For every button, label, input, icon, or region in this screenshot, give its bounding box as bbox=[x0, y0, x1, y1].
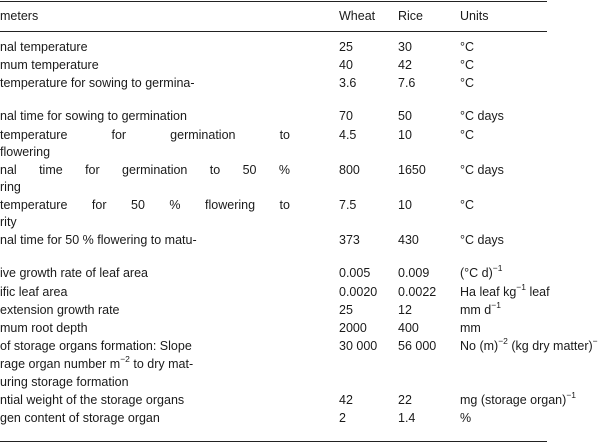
units-tail: leaf bbox=[525, 285, 550, 299]
bottom-rule bbox=[0, 441, 547, 442]
units-superscript: − bbox=[592, 335, 598, 346]
units-superscript: −1 bbox=[491, 299, 501, 310]
units-value bbox=[460, 57, 474, 73]
parameter-text-continued bbox=[0, 353, 290, 374]
rice-value: 10 bbox=[398, 128, 412, 142]
rice-value: 0.0022 bbox=[398, 285, 437, 299]
header-wheat: Wheat bbox=[339, 9, 376, 23]
parameter-cell: temperature for sowing to germina- bbox=[0, 76, 195, 90]
parameter-text-continued: ring bbox=[0, 180, 21, 194]
wheat-value: 25 bbox=[339, 40, 353, 54]
units-superscript: −1 bbox=[566, 389, 577, 400]
units-tail: (kg dry matter) bbox=[507, 339, 593, 353]
rice-value: 42 bbox=[398, 58, 412, 72]
wheat-value: 0.005 bbox=[339, 266, 371, 280]
units-value bbox=[460, 197, 474, 213]
wheat-value: 25 bbox=[339, 303, 353, 317]
parameter-text-continued: flowering bbox=[0, 145, 51, 159]
parameter-cell bbox=[0, 162, 290, 195]
units-text: °C days bbox=[460, 233, 504, 247]
units-text: °C days bbox=[460, 109, 504, 123]
header-rule bbox=[0, 31, 547, 32]
wheat-value: 800 bbox=[339, 163, 360, 177]
rice-value: 430 bbox=[398, 233, 419, 247]
rice-value: 7.6 bbox=[398, 76, 416, 90]
parameter-text: temperature for germination to bbox=[0, 128, 290, 142]
units-value bbox=[460, 75, 474, 91]
wheat-value: 30 000 bbox=[339, 339, 378, 353]
units-text: mg (storage organ) bbox=[460, 393, 567, 407]
parameter-cell: mum temperature bbox=[0, 58, 99, 72]
wheat-value: 2 bbox=[339, 411, 346, 425]
units-value bbox=[460, 108, 504, 124]
units-value bbox=[460, 232, 504, 248]
parameter-cell: nal temperature bbox=[0, 40, 88, 54]
parameter-cell: nal time for 50 % flowering to matu- bbox=[0, 233, 197, 247]
parameter-cell: ive growth rate of leaf area bbox=[0, 266, 148, 280]
top-rule bbox=[0, 1, 547, 2]
units-value bbox=[460, 410, 471, 426]
units-value bbox=[460, 39, 474, 55]
rice-value: 12 bbox=[398, 303, 412, 317]
units-text: Ha leaf kg bbox=[460, 285, 517, 299]
parameter-text-continued: uring storage formation bbox=[0, 375, 129, 389]
parameter-text: temperature for 50 % flowering to bbox=[0, 198, 290, 212]
units-value bbox=[460, 299, 501, 318]
units-superscript: −1 bbox=[492, 262, 503, 273]
units-value bbox=[460, 281, 550, 300]
rice-value: 1650 bbox=[398, 163, 426, 177]
units-value bbox=[460, 162, 504, 178]
units-value bbox=[460, 335, 598, 354]
rice-value: 50 bbox=[398, 109, 412, 123]
wheat-value: 70 bbox=[339, 109, 353, 123]
units-text: °C days bbox=[460, 163, 504, 177]
rice-value: 0.009 bbox=[398, 266, 430, 280]
parameter-cell: extension growth rate bbox=[0, 303, 120, 317]
wheat-value: 7.5 bbox=[339, 198, 357, 212]
units-text: No (m) bbox=[460, 339, 499, 353]
units-value bbox=[460, 320, 481, 336]
header-rice: Rice bbox=[398, 9, 424, 23]
rice-value: 30 bbox=[398, 40, 412, 54]
rice-value: 22 bbox=[398, 393, 412, 407]
units-value bbox=[460, 389, 577, 408]
units-text: °C bbox=[460, 198, 475, 212]
units-text: °C bbox=[460, 58, 475, 72]
wheat-value: 373 bbox=[339, 233, 360, 247]
parameter-cell bbox=[0, 197, 290, 230]
rice-value: 56 000 bbox=[398, 339, 437, 353]
units-text: mm bbox=[460, 321, 481, 335]
units-text: °C bbox=[460, 128, 475, 142]
units-text: % bbox=[460, 411, 472, 425]
wheat-value: 3.6 bbox=[339, 76, 357, 90]
parameter-cell: ific leaf area bbox=[0, 285, 68, 299]
units-superscript: −1 bbox=[516, 281, 526, 292]
wheat-value: 2000 bbox=[339, 321, 367, 335]
units-text: mm d bbox=[460, 303, 492, 317]
parameter-text: nal time for germination to 50 % bbox=[0, 163, 290, 177]
parameter-cell: gen content of storage organ bbox=[0, 411, 160, 425]
units-value bbox=[460, 262, 503, 281]
parameter-superscript: −2 bbox=[120, 353, 130, 364]
rice-value: 10 bbox=[398, 198, 412, 212]
parameter-text-continued: rity bbox=[0, 215, 17, 229]
units-superscript: −2 bbox=[498, 335, 508, 346]
units-text: °C bbox=[460, 76, 475, 90]
wheat-value: 4.5 bbox=[339, 128, 357, 142]
parameter-cell: mum root depth bbox=[0, 321, 88, 335]
rice-value: 1.4 bbox=[398, 411, 416, 425]
parameter-cell bbox=[0, 127, 290, 160]
parameter-text-tail: to dry mat- bbox=[129, 357, 194, 371]
units-text: °C bbox=[460, 40, 475, 54]
wheat-value: 40 bbox=[339, 58, 353, 72]
rice-value: 400 bbox=[398, 321, 419, 335]
parameter-cell: nal time for sowing to germination bbox=[0, 109, 187, 123]
wheat-value: 0.0020 bbox=[339, 285, 378, 299]
parameter-text: of storage organs formation: Slope bbox=[0, 339, 192, 353]
units-text: (°C d) bbox=[460, 266, 493, 280]
parameter-text-part: rage organ number m bbox=[0, 357, 121, 371]
header-parameters: meters bbox=[0, 9, 39, 23]
wheat-value: 42 bbox=[339, 393, 353, 407]
header-units: Units bbox=[460, 9, 489, 23]
parameter-cell bbox=[0, 338, 290, 392]
parameter-cell: ntial weight of the storage organs bbox=[0, 393, 185, 407]
units-value bbox=[460, 127, 474, 143]
